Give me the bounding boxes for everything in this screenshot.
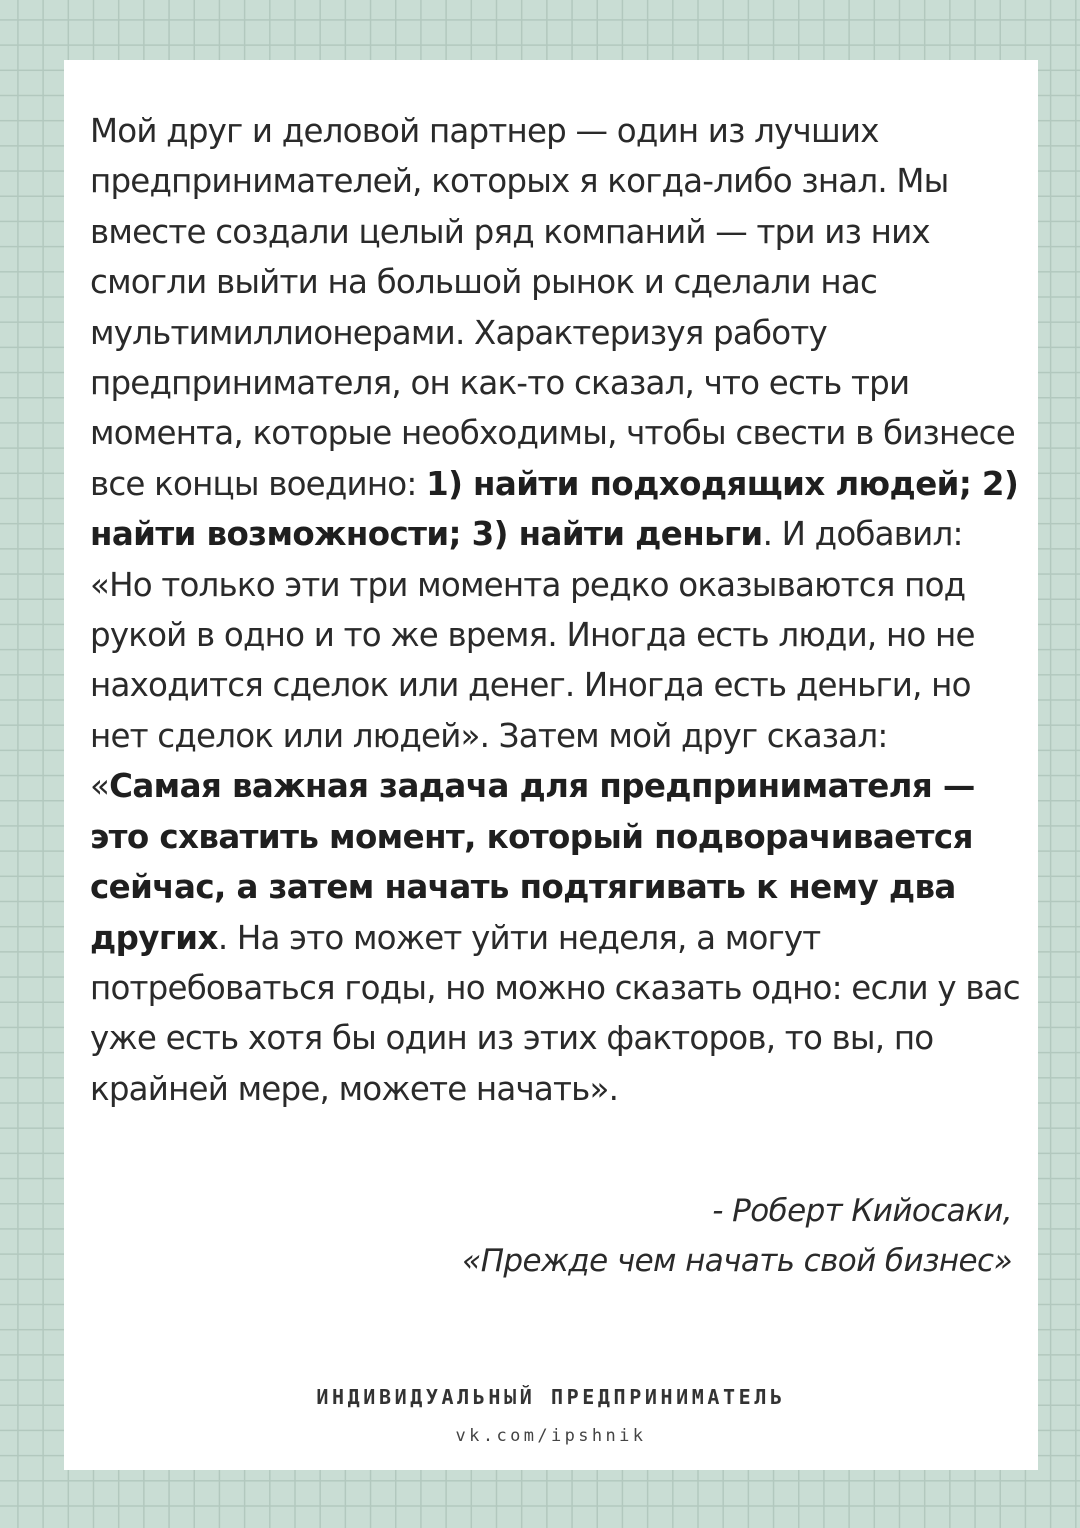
quote-bold-list: 1) найти подходящих людей; 2) найти возможности; 3) найти деньги: [90, 464, 1019, 554]
quote-bold-main: Самая важная задача для предпринимателя — это схватить момент, который подворачивается сейчас, а затем начать подтягивать к нему два других: [90, 767, 975, 957]
quote-text: [90, 106, 1020, 1114]
footer-brand: ИНДИВИДУАЛЬНЫЙ ПРЕДПРИНИМАТЕЛЬ: [316, 1385, 786, 1409]
quote-segment: . И добавил: «Но только эти три момента редко оказываются под рукой в одно и то же время. Иногда есть люди, но не находится сделок или денег. Иногда есть деньги, но нет сделок или людей». Затем мой друг сказал: «: [90, 515, 975, 806]
quote-card: [64, 60, 1038, 1470]
attribution-author: - Роберт Кийосаки,: [712, 1193, 1012, 1229]
attribution-book: «Прежде чем начать свой бизнес»: [462, 1243, 1012, 1279]
footer-site-link[interactable]: vk.com/ipshnik: [455, 1426, 647, 1446]
quote-segment: . На это может уйти неделя, а могут потребоваться годы, но можно сказать одно: если у вас уже есть хотя бы один из этих факторов, то вы, по крайней мере, можете начать».: [90, 918, 1020, 1108]
quote-segment: Мой друг и деловой партнер — один из лучших предпринимателей, которых я когда-либо знал. Мы вместе создали целый ряд компаний — три из них смогли выйти на большой рынок и сделали нас мультимиллионерами. Характеризуя работу предпринимателя, он как-то сказал, что есть три момента, которые необходимы, чтобы свести в бизнесе все концы воедино:: [90, 112, 1015, 503]
attribution: [462, 1186, 1012, 1286]
